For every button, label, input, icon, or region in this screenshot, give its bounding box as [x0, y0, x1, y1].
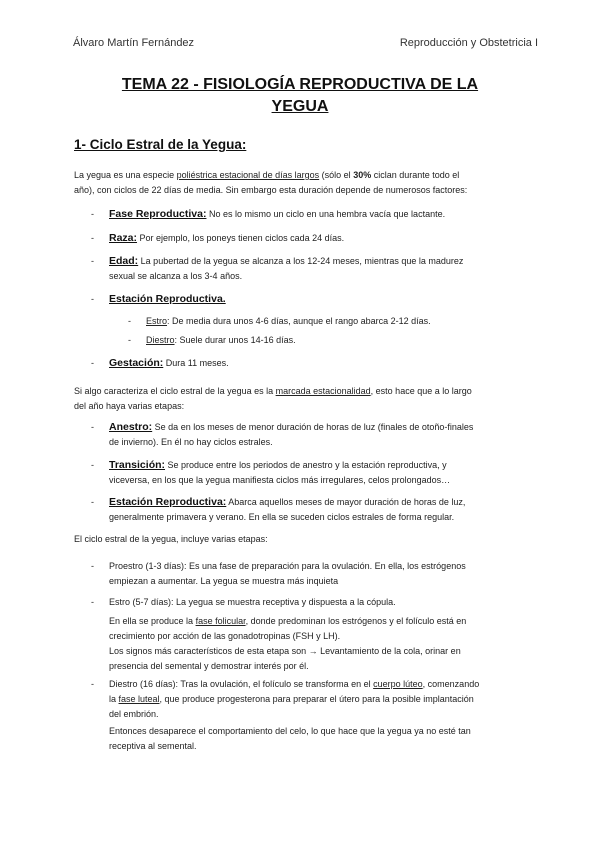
list-item	[91, 458, 529, 488]
phase-text: empiezan a aumentar. La yegua se muestra más inquieta	[109, 576, 339, 586]
subfactor-term: Diestro	[146, 335, 175, 345]
stage-text: Abarca aquellos meses de mayor duración de horas de luz,	[226, 497, 466, 507]
title-line-2: YEGUA	[271, 98, 329, 115]
factor-text: La pubertad de la yegua se alcanza a los 12-24 meses, mientras que la madurez	[138, 256, 464, 266]
seasonality-paragraph	[74, 384, 530, 414]
text-run: En ella se produce la	[109, 616, 196, 626]
factor-text: Por ejemplo, los poneys tienen ciclos cada 24 días.	[137, 233, 345, 243]
subfactor-term: Estro	[146, 316, 168, 326]
phase-text: Proestro (1-3 días): Es una fase de preparación para la ovulación. En ella, los estrógenos	[109, 561, 466, 571]
section-heading: 1- Ciclo Estral de la Yegua:	[74, 137, 247, 152]
stage-text: viceversa, en los que la yegua manifiesta ciclos más irregulares, celos prolongados…	[109, 475, 451, 485]
bullet-dash: -	[91, 294, 94, 304]
factor-term: Gestación:	[109, 357, 164, 369]
text-run: Si algo caracteriza el ciclo estral de la yegua es la	[74, 386, 276, 396]
factor-term: Fase Reproductiva:	[109, 208, 207, 220]
sub-list-item	[128, 333, 526, 348]
stage-term: Anestro:	[109, 421, 153, 433]
text-run: , esto hace que a lo largo	[370, 386, 472, 396]
bold-value: 30%	[353, 170, 372, 180]
bullet-dash: -	[91, 497, 94, 507]
stage-term: Estación Reproductiva:	[109, 496, 227, 508]
bullet-dash: -	[91, 422, 94, 432]
bullet-dash: -	[91, 460, 94, 470]
bullet-dash: -	[91, 233, 94, 243]
factor-term: Raza:	[109, 232, 138, 244]
underlined-term: poliéstrica estacional de días largos	[176, 170, 320, 180]
underlined-term: fase folicular	[195, 616, 246, 626]
text-run: receptiva al semental.	[109, 741, 197, 751]
bullet-dash: -	[91, 256, 94, 266]
text-run: presencia del semental y demostrar interés por él.	[109, 661, 309, 671]
text-run: (sólo el	[319, 170, 354, 180]
bullet-dash: -	[91, 679, 94, 689]
bullet-dash: -	[128, 316, 131, 326]
stage-text: Se da en los meses de menor duración de horas de luz (finales de otoño-finales	[152, 422, 474, 432]
bullet-dash: -	[128, 335, 131, 345]
page-title	[70, 74, 530, 118]
underlined-term: cuerpo lúteo	[373, 679, 423, 689]
text-run: , donde predominan los estrógenos y el folículo está en	[245, 616, 467, 626]
list-item	[91, 420, 529, 450]
stage-term: Transición:	[109, 459, 166, 471]
text-run: la	[109, 694, 119, 704]
estro-detail-paragraph	[109, 614, 529, 674]
factor-text: No es lo mismo un ciclo en una hembra vacía que lactante.	[206, 209, 446, 219]
text-run: , que produce progesterona para preparar el útero para la posible implantación	[159, 694, 474, 704]
list-item	[91, 356, 529, 371]
header-author: Álvaro Martín Fernández	[73, 37, 195, 49]
text-run: año), con ciclos de 22 días de media. Sin embargo esta duración depende de numerosos factores:	[74, 185, 468, 195]
diestro-detail-paragraph	[109, 724, 529, 754]
list-item	[91, 495, 529, 525]
bullet-dash: -	[91, 209, 94, 219]
text-run: ciclan durante todo el	[371, 170, 460, 180]
text-run: Diestro (16 días): Tras la ovulación, el folículo se transforma en el	[109, 679, 374, 689]
factor-term: Estación Reproductiva.	[109, 293, 226, 305]
factor-text: sexual se alcanza a los 3-4 años.	[109, 271, 243, 281]
subfactor-text: : Suele durar unos 14-16 días.	[174, 335, 296, 345]
bullet-dash: -	[91, 597, 94, 607]
bullet-dash: -	[91, 561, 94, 571]
subfactor-text: : De media dura unos 4-6 días, aunque el rango abarca 2-12 días.	[167, 316, 431, 326]
list-item-proestro	[91, 559, 529, 589]
list-item-diestro	[91, 677, 529, 722]
text-run: del año haya varias etapas:	[74, 401, 185, 411]
bullet-dash: -	[91, 358, 94, 368]
list-item-estro	[91, 595, 529, 610]
stage-text: Se produce entre los periodos de anestro y la estación reproductiva, y	[165, 460, 447, 470]
header-subject: Reproducción y Obstetricia I	[399, 37, 538, 49]
text-run: , comenzando	[422, 679, 480, 689]
text-run: Entonces desaparece el comportamiento del celo, lo que hace que la yegua ya no esté tan	[109, 726, 471, 736]
underlined-term: marcada estacionalidad	[275, 386, 371, 396]
factor-term: Edad:	[109, 255, 139, 267]
sub-list-item	[128, 314, 526, 329]
underlined-term: fase luteal	[118, 694, 160, 704]
title-line-1: TEMA 22 - FISIOLOGÍA REPRODUCTIVA DE LA	[121, 76, 479, 93]
list-item	[91, 292, 529, 307]
phase-text: Estro (5-7 días): La yegua se muestra receptiva y dispuesta a la cópula.	[109, 597, 396, 607]
stage-text: de invierno). En él no hay ciclos estrales.	[109, 437, 273, 447]
list-item	[91, 207, 529, 222]
text-run: del embrión.	[109, 709, 159, 719]
phases-intro-paragraph: El ciclo estral de la yegua, incluye varias etapas:	[74, 534, 268, 544]
intro-paragraph	[74, 168, 530, 198]
factor-text: Dura 11 meses.	[163, 358, 229, 368]
stage-text: generalmente primavera y verano. En ella se suceden ciclos estrales de forma regular.	[109, 512, 455, 522]
text-run: Los signos más característicos de esta etapa son → Levantamiento de la cola, orinar en	[109, 646, 461, 656]
list-item	[91, 254, 529, 284]
text-run: La yegua es una especie	[74, 170, 177, 180]
list-item	[91, 231, 529, 246]
text-run: crecimiento por acción de las gonadotropinas (FSH y LH).	[109, 631, 341, 641]
